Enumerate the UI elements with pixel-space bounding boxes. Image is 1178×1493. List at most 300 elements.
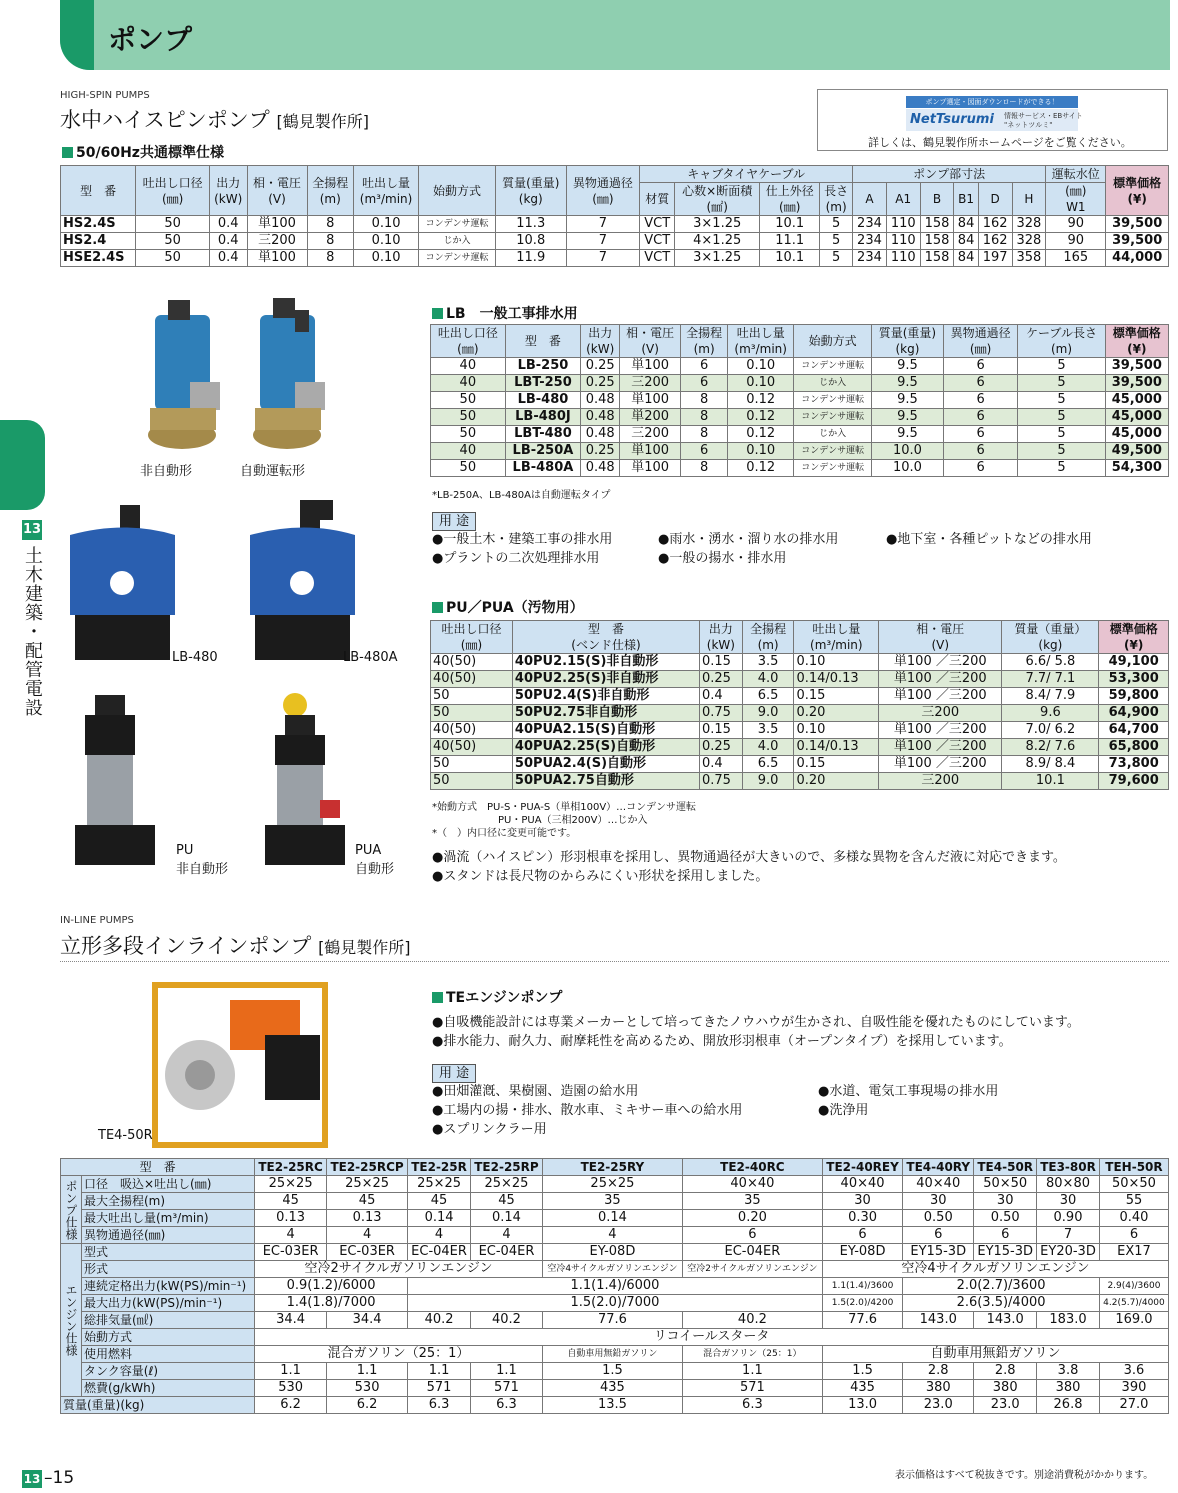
table-cell: 1.1 [327,1363,408,1380]
pu-note-3: *（ ）内口径に変更可能です。 [432,828,577,839]
table-cell: 358 [1012,250,1046,267]
table-cell: 7 [566,250,640,267]
table-cell: EY20-3D [1037,1244,1100,1261]
table-cell: 5 [1018,375,1105,392]
table-cell: LB-480A [505,460,581,477]
table-cell: 0.12 [728,460,794,477]
model-header: TE4-40RY [903,1159,974,1176]
table-cell: 10.1 [760,250,820,267]
lb-use-4: ●プラントの二次処理排水用 [432,551,600,566]
table-cell: 0.15 [794,688,879,705]
table-cell: 6.2 [327,1397,408,1414]
table-cell: 自動車用無鉛ガソリン [542,1346,682,1363]
table-row [61,1193,1169,1210]
table-cell: 39,500 [1106,216,1169,233]
table-cell: 6 [681,375,728,392]
table-row [431,773,1169,790]
table-cell: 328 [1012,233,1046,250]
page-chapter-box: 13 [23,1472,41,1486]
table-cell: 空冷2サイクルガソリンエンジン [682,1261,822,1278]
table-cell: 158 [920,250,954,267]
table-header: タンク容量(ℓ) [82,1363,255,1380]
table-cell: 8 [681,426,728,443]
table-cell: 13.5 [542,1397,682,1414]
table-cell: 40×40 [682,1176,822,1193]
table-cell: 9.0 [742,773,794,790]
table-cell: 53,300 [1099,671,1169,688]
table-cell: 6.5 [742,756,794,773]
table-cell: 50 [431,705,513,722]
table-cell: 84 [954,250,978,267]
table-cell: 0.48 [581,426,620,443]
table-cell: 9.5 [872,375,944,392]
table-row [431,358,1169,375]
table-cell: 0.25 [700,739,743,756]
table-cell: 0.4 [700,688,743,705]
table-cell: 55 [1099,1193,1168,1210]
table-cell: 単100 [620,460,681,477]
table-cell: 0.15 [700,654,743,671]
table-cell: 165 [1046,250,1106,267]
section-title: 水中ハイスピンポンプ [鶴見製作所] [60,108,369,132]
table-cell: 50 [136,233,210,250]
table-cell: 6.6/ 5.8 [1002,654,1099,671]
table-cell: 40PUA2.15(S)自動形 [512,722,699,739]
table-row [431,722,1169,739]
table-cell: 1.4(1.8)/7000 [255,1295,408,1312]
table-cell: 空冷2サイクルガソリンエンジン [255,1261,543,1278]
table-cell: 単100 [620,443,681,460]
hs-pump-image [130,290,360,455]
table-cell: 40.2 [682,1312,822,1329]
table-cell: 39,500 [1106,233,1169,250]
caption-pu: PU 非自動形 [176,843,229,877]
table-cell: 35 [542,1193,682,1210]
table-cell: 8 [681,460,728,477]
table-cell: 110 [886,216,920,233]
table-cell: 8.4/ 7.9 [1002,688,1099,705]
table-cell: 79,600 [1099,773,1169,790]
table-cell: 23.0 [974,1397,1037,1414]
table-cell: 0.48 [581,392,620,409]
table-cell: 50 [431,756,513,773]
nettsurumi-banner[interactable]: ポンプ選定・図面ダウンロードができる！ NetTsurumi 情報サービス・EBサイト "ネットツルミ" 詳しくは、鶴見製作所ホームページをご覧ください。 [817,89,1168,151]
table-cell: EY15-3D [903,1244,974,1261]
table-cell: 50PUA2.4(S)自動形 [512,756,699,773]
table-cell: 6 [943,375,1018,392]
caption-lb480a: LB-480A [343,650,398,665]
table-cell: 0.14/0.13 [794,671,879,688]
table-cell: 530 [327,1380,408,1397]
table-cell: 6 [943,426,1018,443]
table-cell: 158 [920,233,954,250]
table-cell: 50PUA2.75自動形 [512,773,699,790]
page-number: –15 [44,1468,75,1488]
table-cell: LBT-480 [505,426,581,443]
table-row [61,1244,1169,1261]
table-header: 使用燃料 [82,1346,255,1363]
lb-use-3: ●地下室・各種ピットなどの排水用 [886,532,1092,547]
table-cell: 4 [542,1227,682,1244]
table-cell: 40×40 [903,1176,974,1193]
table-header: 質量(重量)(kg) [61,1397,255,1414]
table-row [61,250,1169,267]
table-cell: 25×25 [471,1176,543,1193]
table-cell: 10.8 [495,233,566,250]
table-cell: 空冷4サイクルガソリンエンジン [542,1261,682,1278]
table-header: 連続定格出力(kW(PS)/min⁻¹) [82,1278,255,1295]
table-cell: 0.10 [728,358,794,375]
te-desc-1: ●自吸機能設計には専業メーカーとして培ってきたノウハウが生かされ、自吸性能を優れたものにしています。 [432,1015,1080,1030]
table-cell: 9.0 [742,705,794,722]
table-row [61,1159,1169,1176]
te-desc-2: ●排水能力、耐久力、耐摩耗性を高めるため、開放形羽根車（オープンタイプ）を採用しています。 [432,1034,1012,1049]
table-cell: 5 [1018,392,1105,409]
table-cell: 0.14/0.13 [794,739,879,756]
table-cell: 9.6 [1002,705,1099,722]
table-row [431,460,1169,477]
table-cell: 1.1 [471,1363,543,1380]
model-header: TEH-50R [1099,1159,1168,1176]
table-header: 最大吐出し量(m³/min) [82,1210,255,1227]
table-header: 型式 [82,1244,255,1261]
lb-use-label: 用 途 [432,512,476,531]
table-cell: 50PU2.4(S)非自動形 [512,688,699,705]
table-cell: HS2.4 [61,233,136,250]
table-cell: LBT-250 [505,375,581,392]
lb-heading: LB 一般工事排水用 [432,303,578,323]
table-row [61,1312,1169,1329]
table-cell: 50PU2.75非自動形 [512,705,699,722]
table-cell: 8 [307,233,353,250]
table-cell: 30 [1037,1193,1100,1210]
table-cell: 0.25 [581,375,620,392]
table-cell: 0.4 [209,216,247,233]
table-cell: 11.9 [495,250,566,267]
caption-te4-50r: TE4-50R [98,1128,153,1143]
table-cell: 571 [682,1380,822,1397]
table-cell: 混合ガソリン（25：1） [682,1346,822,1363]
te-use-1: ●田畑灌漑、果樹園、造園の給水用 [432,1084,639,1099]
table-cell: 単100 [620,358,681,375]
table-cell: 三200 [620,375,681,392]
table-cell: 9.5 [872,358,944,375]
table-cell: 530 [255,1380,327,1397]
table-cell: 4 [408,1227,471,1244]
table-cell: 40.2 [408,1312,471,1329]
table-cell: 59,800 [1099,688,1169,705]
table-cell: 2.8 [903,1363,974,1380]
table-cell: 23.0 [903,1397,974,1414]
table-cell: 26.8 [1037,1397,1100,1414]
table-cell: 3.8 [1037,1363,1100,1380]
table-row [431,739,1169,756]
page-title: ポンプ [108,23,193,56]
table-cell: 64,900 [1099,705,1169,722]
table-row [61,1329,1169,1346]
table-cell: 0.15 [794,756,879,773]
table-cell: 6 [943,392,1018,409]
table-row [61,1210,1169,1227]
table-cell: 1.5(2.0)/4200 [822,1295,902,1312]
table-cell: 234 [853,250,887,267]
table-cell: 84 [954,216,978,233]
table-cell: 8 [681,409,728,426]
table-cell: 50×50 [974,1176,1037,1193]
table-row [61,233,1169,250]
table-cell: 39,500 [1105,358,1168,375]
table-cell: 4.0 [742,671,794,688]
table-row [431,654,1169,671]
table-cell: 380 [903,1380,974,1397]
table-cell: EC-04ER [408,1244,471,1261]
table-cell: 90 [1046,216,1106,233]
table-cell: 45 [327,1193,408,1210]
table-row [61,1363,1169,1380]
il-en: IN-LINE PUMPS [60,915,134,926]
table-cell: 50×50 [1099,1176,1168,1193]
table-cell: 45,000 [1105,392,1168,409]
table-cell: 混合ガソリン（25：1） [255,1346,543,1363]
table-cell: 0.12 [728,426,794,443]
model-header: TE2-25RCP [327,1159,408,1176]
table-cell: 40 [431,375,506,392]
table-cell: 単100 ／三200 [879,654,1002,671]
table-cell: 0.13 [327,1210,408,1227]
table-cell: 50 [431,409,506,426]
table-header: 最大出力(kW(PS)/min⁻¹) [82,1295,255,1312]
table-cell: 435 [542,1380,682,1397]
table-row [431,392,1169,409]
table-cell: 6 [903,1227,974,1244]
table-cell: 6 [943,409,1018,426]
table-cell: 三200 [620,426,681,443]
table-cell: 8.2/ 7.6 [1002,739,1099,756]
table-cell: 3.6 [1099,1363,1168,1380]
te-use-label: 用 途 [432,1064,476,1083]
table-cell: 2.9(4)/3600 [1099,1278,1168,1295]
table-cell: 単100 [247,250,307,267]
table-cell: 0.10 [794,722,879,739]
table-cell: 7.0/ 6.2 [1002,722,1099,739]
table-cell: 39,500 [1105,375,1168,392]
table-cell: 77.6 [822,1312,902,1329]
table-cell: 234 [853,233,887,250]
table-cell: 40(50) [431,739,513,756]
table-cell: 0.10 [353,233,418,250]
table-cell: 50 [431,426,506,443]
table-cell: 3×1.25 [675,250,760,267]
table-row [431,671,1169,688]
table-cell: 単200 [620,409,681,426]
model-header: TE4-50R [974,1159,1037,1176]
model-header: TE2-25R [408,1159,471,1176]
table-cell: 34.4 [255,1312,327,1329]
table-cell: 1.1(1.4)/3600 [822,1278,902,1295]
table-cell: 10.1 [1002,773,1099,790]
table-cell: 4 [255,1227,327,1244]
table-cell: 単100 ／三200 [879,756,1002,773]
group-engine: エンジン仕様 [61,1244,82,1397]
table-cell: 三200 [247,233,307,250]
model-header: TE2-25RY [542,1159,682,1176]
table-cell: 3.5 [742,654,794,671]
table-cell: 空冷4サイクルガソリンエンジン [822,1261,1168,1278]
table-cell: 6.2 [255,1397,327,1414]
table-cell: 35 [682,1193,822,1210]
table-cell: 50 [136,216,210,233]
table-cell: VCT [640,233,675,250]
table-cell: 10.0 [872,460,944,477]
table-row [431,409,1169,426]
table-cell: 0.10 [353,216,418,233]
caption-lb480: LB-480 [172,650,218,665]
table-cell: 390 [1099,1380,1168,1397]
table-cell: 0.48 [581,409,620,426]
te-use-2: ●水道、電気工事現場の排水用 [818,1084,999,1099]
table-row [61,1227,1169,1244]
table-cell: 571 [408,1380,471,1397]
te-heading: TEエンジンポンプ [432,987,562,1007]
hs-spec-table: 型 番 吐出し口径 (㎜) 出力 (kW) 相・電圧 (V) 全揚程 (m) 吐出し量 (m³/min) 始動方式 質量(重量) (kg) 異物通過径 (㎜) キャブタイヤケーブル ポンプ部寸法 運転水位 標準価格 (¥) 材質 心数×断面積 (㎟) 仕上外径 (㎜) 長さ (m) A A1 B B1 D H (㎜) W1 HS2.4S 50 0.4 単100 8 0.10 コンデンサ運転 11.3 7 VCT 3×1.25 10.1 5 234 110 158 84 162 328 90 39,500 HS2.4 50 0.4 三200 8 0.10 じか入 10.8 7 VCT 4×1.25 11.1 5 234 110 158 84 162 328 90 39,500 HSE2.4S 50 0.4 単100 8 0.10 コンデンサ運転 11.9 7 VCT 3×1.25 10.1 5 234 110 158 84 197 358 165 44,000 [60,165,1169,267]
table-cell: 10.0 [872,443,944,460]
table-cell: 6 [943,443,1018,460]
te-use-3: ●工場内の揚・排水、散水車、ミキサー車への給水用 [432,1103,743,1118]
table-cell: 25×25 [542,1176,682,1193]
table-cell: 84 [954,233,978,250]
table-cell: 6 [1099,1227,1168,1244]
table-row [61,1346,1169,1363]
table-cell: 2.6(3.5)/4000 [903,1295,1100,1312]
table-cell: 380 [1037,1380,1100,1397]
te-spec-table [60,1158,1169,1414]
table-cell: じか入 [419,233,496,250]
table-cell: 30 [903,1193,974,1210]
table-cell: 40(50) [431,722,513,739]
table-cell: 50 [431,688,513,705]
table-cell: 77.6 [542,1312,682,1329]
caption-pua: PUA 自動形 [355,843,395,877]
table-cell: LB-480J [505,409,581,426]
table-cell: 143.0 [903,1312,974,1329]
table-cell: 11.1 [760,233,820,250]
table-cell: 110 [886,250,920,267]
table-cell: EX17 [1099,1244,1168,1261]
table-cell: 44,000 [1106,250,1169,267]
table-cell: 8 [681,392,728,409]
table-cell: 4×1.25 [675,233,760,250]
page-header [60,0,1170,70]
table-cell: 三200 [879,773,1002,790]
group-pump: ポンプ仕様 [61,1176,82,1244]
table-cell: 40×40 [822,1176,902,1193]
table-cell: HS2.4S [61,216,136,233]
table-cell: 90 [1046,233,1106,250]
table-row [61,1261,1169,1278]
table-cell: 13.0 [822,1397,902,1414]
table-cell: 6.3 [471,1397,543,1414]
table-cell: コンデンサ運転 [794,392,872,409]
table-cell: 40(50) [431,654,513,671]
table-cell: 4 [471,1227,543,1244]
table-cell: 0.40 [1099,1210,1168,1227]
table-cell: 10.1 [760,216,820,233]
chapter-tab [0,420,45,510]
table-cell: 27.0 [1099,1397,1168,1414]
table-cell: 5 [820,216,853,233]
table-row [61,1397,1169,1414]
table-cell: 5 [1018,460,1105,477]
table-cell: LB-250A [505,443,581,460]
table-cell: 65,800 [1099,739,1169,756]
table-cell: 0.14 [408,1210,471,1227]
model-header: TE2-40REY [822,1159,902,1176]
table-cell: 0.48 [581,460,620,477]
table-cell: 183.0 [1037,1312,1100,1329]
table-row [431,426,1169,443]
table-cell: 9.5 [872,409,944,426]
table-cell: 0.25 [700,671,743,688]
chapter-number: 13 [22,520,42,540]
table-cell: 0.15 [700,722,743,739]
table-cell: 435 [822,1380,902,1397]
table-cell: 50 [431,773,513,790]
table-header: 異物通過径(㎜) [82,1227,255,1244]
table-row [431,443,1169,460]
table-cell: EC-04ER [471,1244,543,1261]
pu-note-1: *始動方式 PU-S・PUA-S（単相100V）…コンデンサ運転 [432,802,696,813]
te-pump-image [145,975,335,1155]
model-header: TE2-25RC [255,1159,327,1176]
table-cell: 571 [471,1380,543,1397]
table-cell: 7 [566,233,640,250]
table-cell: 34.4 [327,1312,408,1329]
table-cell: 40PUA2.25(S)自動形 [512,739,699,756]
caption-non-auto: 非自動形 [140,464,193,479]
table-cell: VCT [640,250,675,267]
te-use-5: ●スプリンクラー用 [432,1122,547,1137]
table-cell: 単100 ／三200 [879,671,1002,688]
model-header: TE2-25RP [471,1159,543,1176]
table-cell: 0.14 [542,1210,682,1227]
lb-pump-image [60,495,400,670]
table-cell: 30 [974,1193,1037,1210]
table-cell: コンデンサ運転 [419,250,496,267]
table-cell: 0.20 [794,773,879,790]
table-cell: 328 [1012,216,1046,233]
table-cell: 5 [1018,409,1105,426]
table-cell: 自動車用無鉛ガソリン [822,1346,1168,1363]
pu-note-2: PU・PUA（三相200V）…じか入 [498,815,648,826]
table-cell: 0.75 [700,773,743,790]
table-cell: 64,700 [1099,722,1169,739]
table-row [61,1176,1169,1193]
table-cell: 50 [136,250,210,267]
table-cell: 6.5 [742,688,794,705]
table-cell: 143.0 [974,1312,1037,1329]
table-cell: EC-03ER [327,1244,408,1261]
table-cell: 49,500 [1105,443,1168,460]
table-cell: 0.10 [794,654,879,671]
table-row [61,1380,1169,1397]
table-cell: 6 [943,460,1018,477]
table-cell: 単100 ／三200 [879,722,1002,739]
table-cell: 40.2 [471,1312,543,1329]
table-cell: 5 [1018,426,1105,443]
table-cell: 158 [920,216,954,233]
table-cell: 0.25 [581,443,620,460]
table-cell: 0.25 [581,358,620,375]
